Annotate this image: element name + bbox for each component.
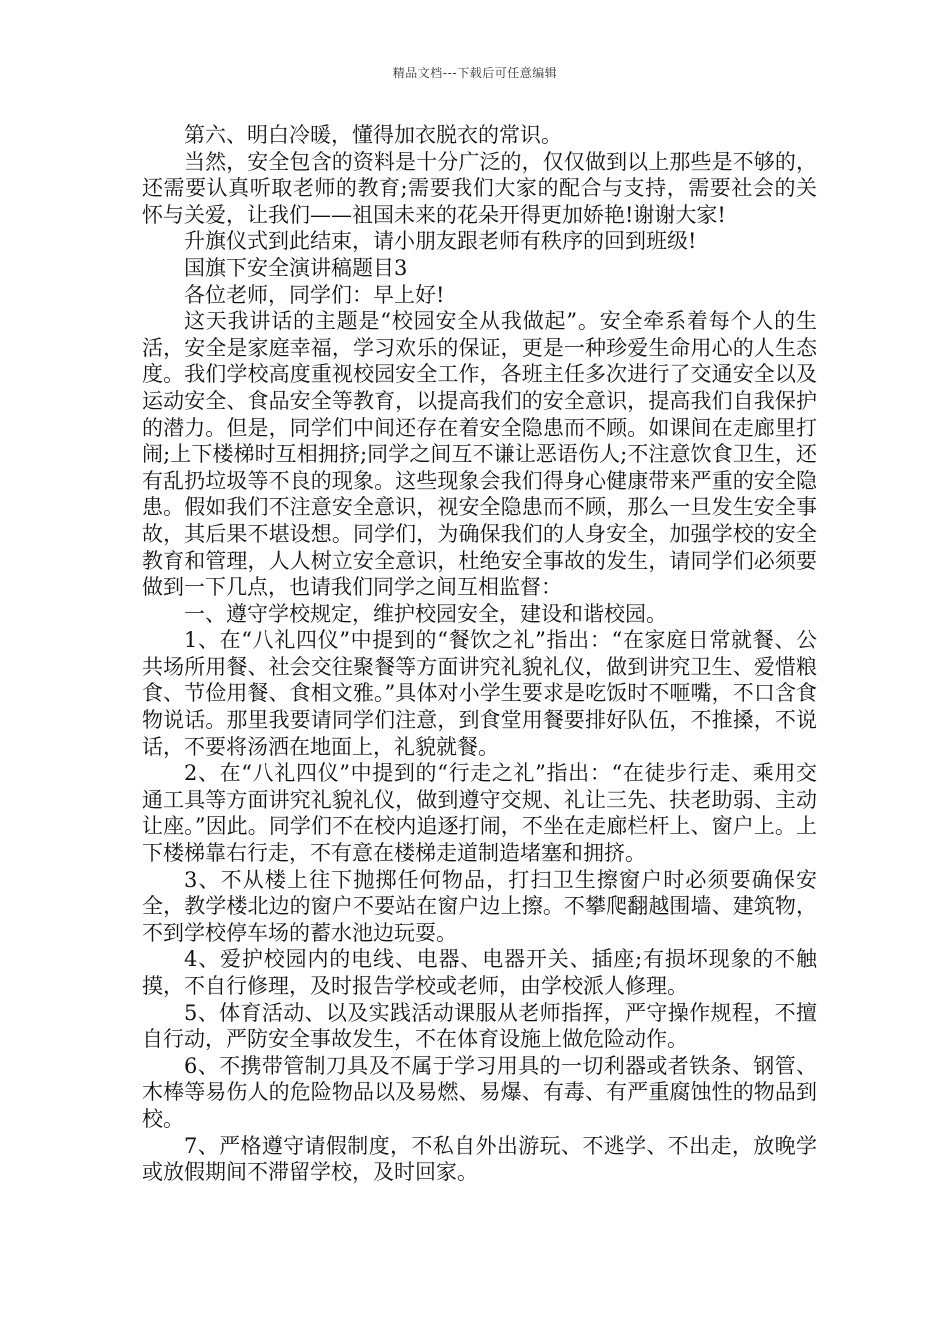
greeting: 各位老师，同学们：早上好!	[184, 282, 445, 307]
section-title: 国旗下安全演讲稿题目3	[184, 255, 408, 280]
list-item: 7、严格遵守请假制度，不私自外出游玩、不逃学、不出走，放晚学或放假期间不滞留学校，及时回家。	[142, 1133, 817, 1185]
paragraph: 第六、明白冷暖，懂得加衣脱衣的常识。	[184, 123, 562, 147]
paragraph: 升旗仪式到此结束，请小朋友跟老师有秩序的回到班级!	[184, 229, 697, 254]
list-item: 2、在“八礼四仪”中提到的“行走之礼”指出：“在徒步行走、乘用交通工具等方面讲究礼貌礼仪，做到遵守交规、礼让三先、扶老助弱、主动让座。”因此。同学们不在校内追逐打闹，不坐在走廊栏杆上、窗户上。上下楼梯靠右行走，不有意在楼梯走道制造堵塞和拥挤。	[142, 761, 817, 866]
paragraph: 当然，安全包含的资料是十分广泛的，仅仅做到以上那些是不够的，还需要认真听取老师的教育;需要我们大家的配合与支持，需要社会的关怀与关爱，让我们——祖国未来的花朵开得更加娇艳!谢谢大家!	[142, 149, 817, 227]
list-heading: 一、遵守学校规定，维护校园安全，建设和谐校园。	[184, 601, 667, 626]
page-header: 精品文档---下载后可任意编辑	[392, 66, 558, 80]
list-item: 4、爱护校园内的电线、电器、电器开关、插座;有损坏现象的不触摸，不自行修理，及时报告学校或老师，由学校派人修理。	[142, 947, 817, 998]
list-item: 3、不从楼上往下抛掷任何物品，打扫卫生擦窗户时必须要确保安全，教学楼北边的窗户不要站在窗户边上擦。不攀爬翻越围墙、建筑物，不到学校停车场的蓄水池边玩耍。	[142, 867, 817, 945]
list-item: 6、不携带管制刀具及不属于学习用具的一切利器或者铁条、钢管、木棒等易伤人的危险物品以及易燃、易爆、有毒、有严重腐蚀性的物品到校。	[142, 1053, 817, 1131]
list-item: 5、体育活动、以及实践活动课服从老师指挥，严守操作规程，不擅自行动，严防安全事故发生，不在体育设施上做危险动作。	[142, 1000, 817, 1052]
paragraph: 这天我讲话的主题是“校园安全从我做起”。安全牵系着每个人的生活，安全是家庭幸福，学习欢乐的保证，更是一种珍爱生命用心的人生态度。我们学校高度重视校园安全工作，各班主任多次进行了交通安全以及运动安全、食品安全等教育，以提高我们的安全意识，提高我们自我保护的潜力。但是，同学们中间还存在着安全隐患而不顾。如课间在走廊里打闹;上下楼梯时互相拥挤;同学之间互不谦让恶语伤人;不注意饮食卫生，还有乱扔垃圾等不良的现象。这些现象会我们得身心健康带来严重的安全隐患。假如我们不注意安全意识，视安全隐患而不顾，那么一旦发生安全事故，其后果不堪设想。同学们，为确保我们的人身安全，加强学校的安全教育和管理，人人树立安全意识，杜绝安全事故的发生，请同学们必须要做到一下几点，也请我们同学之间互相监督：	[142, 309, 817, 600]
list-item: 1、在“八礼四仪”中提到的“餐饮之礼”指出：“在家庭日常就餐、公共场所用餐、社会交往聚餐等方面讲究礼貌礼仪，做到讲究卫生、爱惜粮食、节俭用餐、食相文雅。”具体对小学生要求是吃饭时不咂嘴，不口含食物说话。那里我要请同学们注意，到食堂用餐要排好队伍，不推搡，不说话，不要将汤洒在地面上，礼貌就餐。	[142, 628, 817, 759]
document-body	[142, 122, 817, 1186]
